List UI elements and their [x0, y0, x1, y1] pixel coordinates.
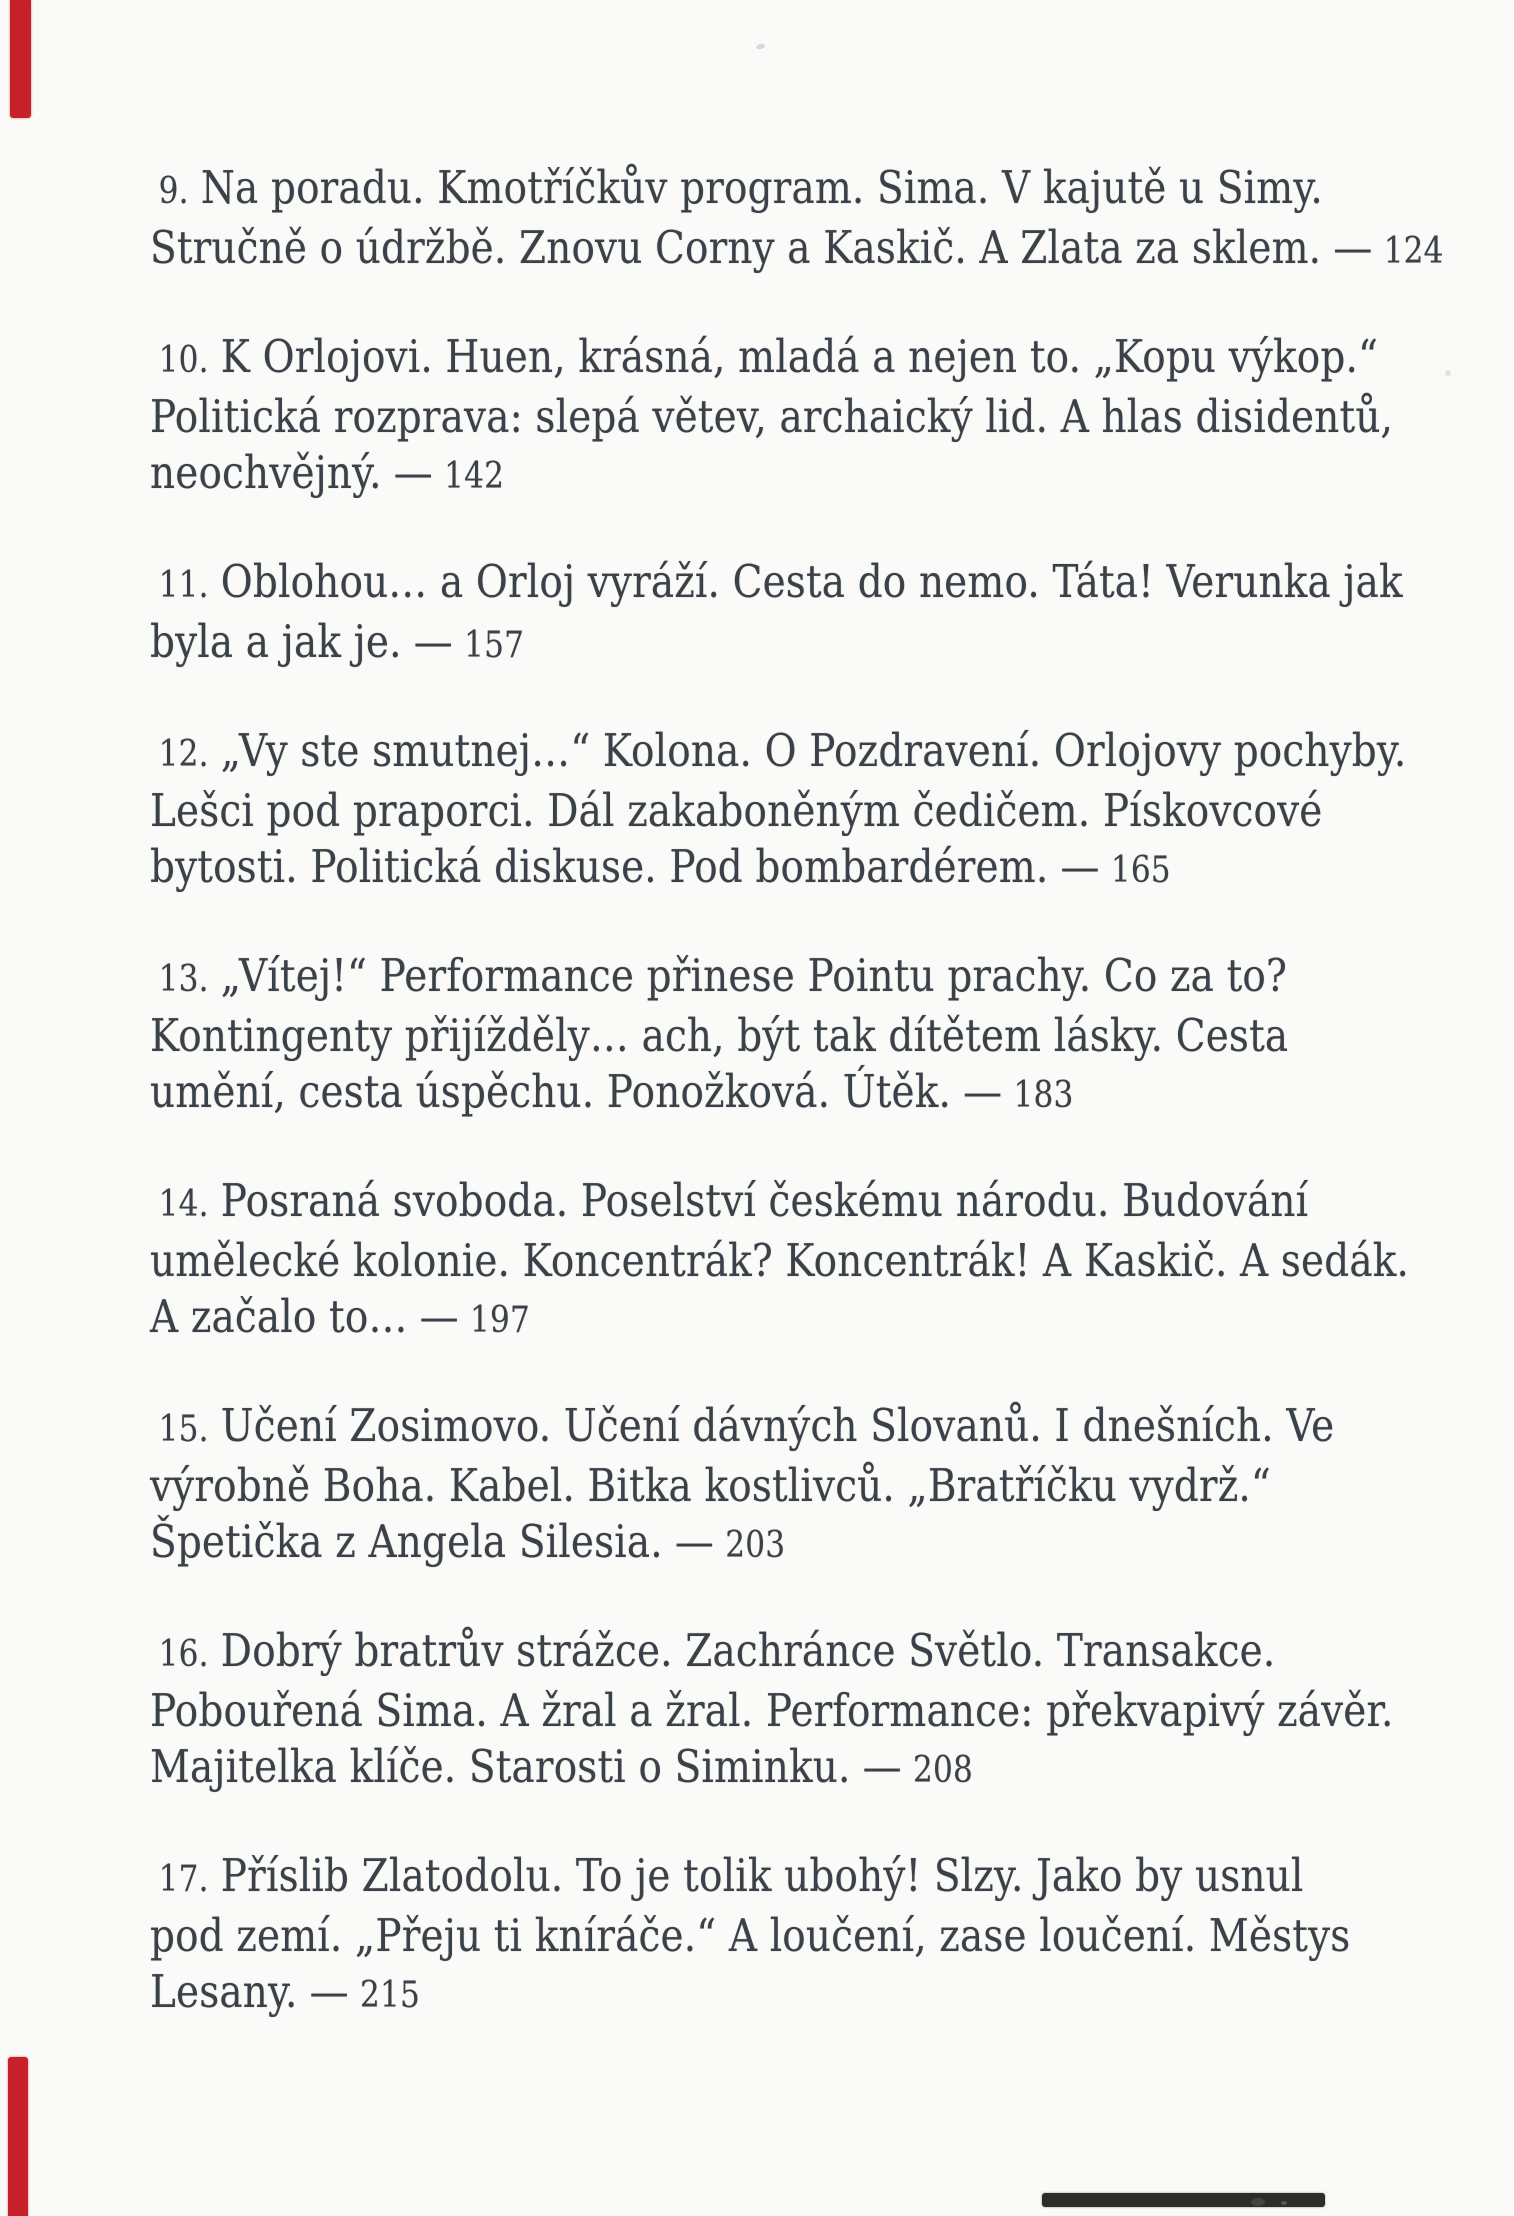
toc-entry [150, 1623, 1444, 1799]
page-dash: — [674, 1515, 715, 1568]
page-number: 157 [464, 625, 525, 666]
toc-entry-line [150, 1008, 1444, 1064]
toc-entry-text: umění, cesta úspěchu. Ponožková. Útěk. [150, 1065, 952, 1118]
toc-entry-line [150, 839, 1444, 899]
toc-entry-text: umělecké kolonie. Koncentrák? Koncentrák! A Kaskič. A sedák. [150, 1234, 1410, 1287]
toc-entry [150, 723, 1444, 899]
page-dash: — [309, 1965, 349, 2018]
toc-entry-line [150, 1398, 1444, 1458]
toc-entry-text: Učení Zosimovo. Učení dávných Slovanů. I dnešních. Ve [220, 1399, 1335, 1452]
toc-entry-line [150, 1458, 1444, 1514]
page-dash: — [862, 1740, 902, 1793]
toc-entry-line [150, 783, 1444, 839]
toc-entry-line [150, 389, 1444, 445]
toc-entry-line [150, 1233, 1444, 1289]
toc-entry-text: „Vy ste smutnej…“ Kolona. O Pozdravení. Orlojovy pochyby. [220, 724, 1407, 777]
page-dash: — [963, 1065, 1003, 1118]
toc-entry-line [150, 1623, 1444, 1683]
page-number: 165 [1110, 850, 1171, 891]
toc-entry [150, 1848, 1444, 2024]
toc-entry-text: výrobně Boha. Kabel. Bitka kostlivců. „Bratříčku vydrž.“ [150, 1459, 1272, 1512]
toc-entry [150, 1398, 1444, 1574]
toc-entry-text: A začalo to… [150, 1290, 408, 1343]
toc-entry-line [150, 1683, 1444, 1739]
page-number: 183 [1013, 1075, 1074, 1116]
page-dash: — [393, 446, 433, 499]
toc-entry [150, 554, 1444, 674]
page-number: 142 [444, 456, 505, 497]
toc-entry-text: pod zemí. „Přeju ti kníráče.“ A loučení, zase loučení. Městys [150, 1909, 1351, 1962]
toc-entry-text: bytosti. Politická diskuse. Pod bombardérem. [150, 840, 1049, 893]
toc-entry-text: Dobrý bratrův strážce. Zachránce Světlo. Transakce. [220, 1624, 1276, 1677]
toc-entry-text: Na poradu. Kmotříčkův program. Sima. V kajutě u Simy. [200, 161, 1323, 214]
page-dash: — [1060, 840, 1100, 893]
toc-entry-line [150, 614, 1444, 674]
chapter-number: 15. [158, 1409, 209, 1450]
page-dash: — [1333, 221, 1373, 274]
chapter-number: 16. [158, 1634, 209, 1675]
page-dash: — [419, 1290, 459, 1343]
toc-entry-line [150, 1908, 1444, 1964]
page-number: 215 [360, 1975, 420, 2016]
toc-entry-text: K Orlojovi. Huen, krásná, mladá a nejen to. „Kopu výkop.“ [220, 330, 1379, 383]
page-number: 203 [725, 1525, 786, 1566]
chapter-number: 14. [158, 1184, 209, 1225]
page-dash: — [413, 615, 453, 668]
toc-entry-line [150, 1739, 1444, 1799]
toc-entry-line [150, 1173, 1444, 1233]
toc-entry-text: Lešci pod praporci. Dál zakaboněným čedičem. Pískovcové [150, 784, 1323, 837]
toc-entry-text: Příslib Zlatodolu. To je tolik ubohý! Slzy. Jako by usnul [220, 1849, 1304, 1902]
toc-entry-line [150, 1289, 1444, 1349]
toc-entry-line [150, 160, 1444, 220]
scan-speck [1281, 2201, 1287, 2205]
toc-entry-text: byla a jak je. [150, 615, 402, 668]
chapter-number: 10. [158, 340, 209, 381]
toc-entry-text: Kontingenty přijížděly… ach, být tak dítětem lásky. Cesta [150, 1009, 1289, 1062]
chapter-number: 9. [158, 171, 189, 212]
toc-entry-text: „Vítej!“ Performance přinese Pointu prachy. Co za to? [220, 949, 1288, 1002]
toc-entry-text: Politická rozprava: slepá větev, archaický lid. A hlas disidentů, [150, 390, 1394, 443]
toc-entry-line [150, 445, 1444, 505]
toc-entry-text: Stručně o údržbě. Znovu Corny a Kaskič. A Zlata za sklem. [150, 221, 1322, 274]
toc-entry [150, 329, 1444, 505]
page-number: 197 [470, 1300, 530, 1341]
chapter-number: 13. [158, 959, 209, 1000]
toc-entry [150, 1173, 1444, 1349]
toc-entry-line [150, 1514, 1444, 1574]
red-page-edge-mark-bottom [8, 2057, 28, 2216]
toc-entry-text: Majitelka klíče. Starosti o Siminku. [150, 1740, 851, 1793]
page-number: 124 [1383, 231, 1444, 272]
toc-entry-line [150, 329, 1444, 389]
toc-entry-text: Špetička z Angela Silesia. [150, 1515, 663, 1568]
chapter-number: 11. [158, 565, 209, 606]
toc-entry-line [150, 723, 1444, 783]
toc-entry-line [150, 554, 1444, 614]
toc-entry-text: Lesany. [150, 1965, 298, 2018]
toc-entry [150, 160, 1444, 280]
page-number: 208 [913, 1750, 973, 1791]
toc-entry-line [150, 1848, 1444, 1908]
toc-entry-line [150, 1964, 1444, 2024]
toc-entry [150, 948, 1444, 1124]
chapter-number: 12. [158, 734, 209, 775]
toc-entry-text: neochvějný. [150, 446, 382, 499]
toc-entry-text: Pobouřená Sima. A žral a žral. Performance: překvapivý závěr. [150, 1684, 1394, 1737]
toc-entry-line [150, 1064, 1444, 1124]
toc-entry-text: Oblohou… a Orloj vyráží. Cesta do nemo. Táta! Verunka jak [220, 555, 1403, 608]
toc-entry-line [150, 948, 1444, 1008]
toc-entry-line [150, 220, 1444, 280]
scan-speck [1251, 2198, 1265, 2206]
chapter-number: 17. [158, 1859, 209, 1900]
toc-entry-text: Posraná svoboda. Poselství českému národu. Budování [220, 1174, 1309, 1227]
